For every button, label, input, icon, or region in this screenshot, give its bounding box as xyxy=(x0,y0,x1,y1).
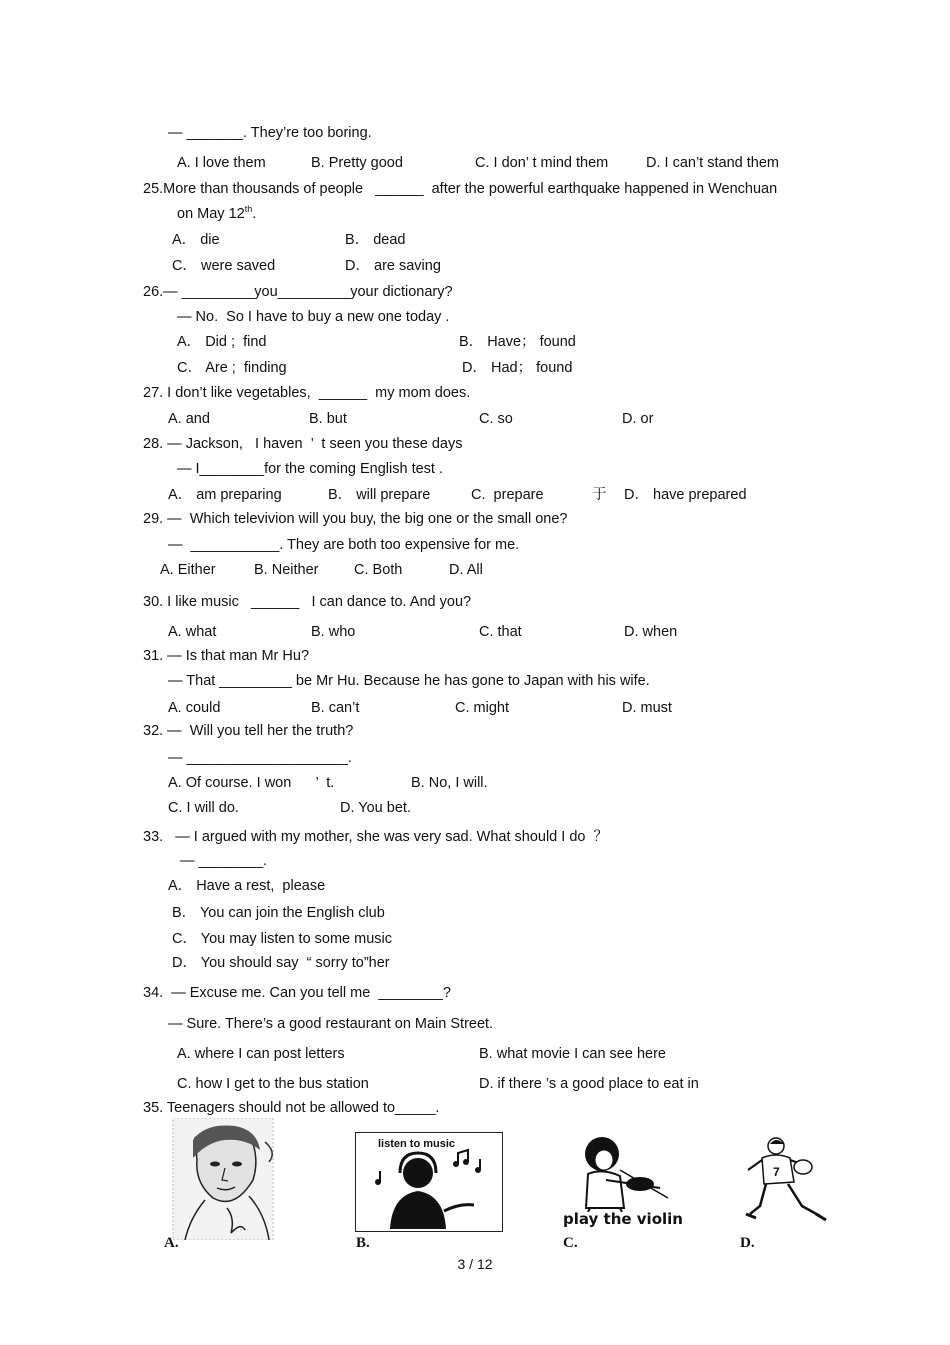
q29-option-c: C. Both xyxy=(354,562,403,578)
q33-option-a: A． Have a rest, please xyxy=(168,878,326,894)
q32-option-a: A. Of course. I won ’ t. xyxy=(168,775,335,791)
q25-option-c: C． were saved xyxy=(172,258,276,274)
q27-question: 27. I don’t like vegetables, ______ my mom does. xyxy=(143,385,471,401)
q28-option-c: C. prepare xyxy=(471,487,544,503)
q30-option-a: A. what xyxy=(168,624,217,640)
q28-option-a: A． am preparing xyxy=(168,487,282,503)
q35-question: 35. Teenagers should not be allowed to_____. xyxy=(143,1100,440,1116)
q31-option-a: A. could xyxy=(168,700,221,716)
q33-answer-line: — ________. xyxy=(180,853,268,869)
picture-d-label: D. xyxy=(740,1235,755,1251)
q34-option-c: C. how I get to the bus station xyxy=(177,1076,369,1092)
q24-reply: — _______. They’re too boring. xyxy=(168,125,372,141)
q26-option-b: B． Have； found xyxy=(459,334,576,350)
q31-question: 31. — Is that man Mr Hu? xyxy=(143,648,310,664)
q26-option-c: C． Are ; finding xyxy=(177,360,287,376)
q24-option-c: C. I don’ t mind them xyxy=(475,155,609,171)
q30-option-c: C. that xyxy=(479,624,522,640)
q33-option-c: C． You may listen to some music xyxy=(172,931,393,947)
q30-question: 30. I like music ______ I can dance to. And you? xyxy=(143,594,472,610)
page-number: 3 / 12 xyxy=(457,1256,493,1272)
q24-option-b: B. Pretty good xyxy=(311,155,403,171)
q32-option-d: D. You bet. xyxy=(340,800,411,816)
q26-option-d: D． Had； found xyxy=(462,360,573,376)
q25-question-date: on May 12th. xyxy=(177,204,257,222)
q25-option-d: D． are saving xyxy=(345,258,441,274)
q26-option-a: A． Did ; find xyxy=(177,334,267,350)
q31-option-c: C. might xyxy=(455,700,509,716)
q31-option-b: B. can’t xyxy=(311,700,360,716)
q34-question: 34. — Excuse me. Can you tell me ________? xyxy=(143,985,451,1001)
q34-answer-line: — Sure. There’s a good restaurant on Main Street. xyxy=(168,1016,494,1032)
stray-character: 于 xyxy=(592,487,607,503)
q27-option-c: C. so xyxy=(479,411,513,427)
q34-option-d: D. if there ’s a good place to eat in xyxy=(479,1076,699,1092)
q28-option-d: D． have prepared xyxy=(624,487,747,503)
q24-option-a: A. I love them xyxy=(177,155,266,171)
q28-option-b: B． will prepare xyxy=(328,487,431,503)
q25-question: 25.More than thousands of people ______ after the powerful earthquake happened in Wenchuan xyxy=(143,181,778,197)
q27-option-d: D. or xyxy=(622,411,654,427)
q26-answer-line: — No. So I have to buy a new one today . xyxy=(177,309,450,325)
q28-question: 28. — Jackson, I haven ’ t seen you these days xyxy=(143,436,463,452)
picture-c-caption: play the violin xyxy=(563,1210,683,1228)
q26-question: 26.— _________you_________your dictionary? xyxy=(143,284,453,300)
picture-b-label: B. xyxy=(356,1235,370,1251)
picture-c-play-violin xyxy=(562,1134,683,1234)
q27-option-b: B. but xyxy=(309,411,347,427)
q29-answer-line: — ___________. They are both too expensive for me. xyxy=(168,537,520,553)
q32-answer-line: — ____________________. xyxy=(168,750,352,766)
q29-option-b: B. Neither xyxy=(254,562,319,578)
q28-answer-line: — I________for the coming English test . xyxy=(177,461,443,477)
picture-b-caption: listen to music xyxy=(378,1138,456,1150)
q30-option-d: D. when xyxy=(624,624,678,640)
q34-option-b: B. what movie I can see here xyxy=(479,1046,666,1062)
q29-option-a: A. Either xyxy=(160,562,216,578)
q33-option-b: B． You can join the English club xyxy=(172,905,385,921)
q32-option-b: B. No, I will. xyxy=(411,775,488,791)
picture-c-label: C. xyxy=(563,1235,578,1251)
q31-option-d: D. must xyxy=(622,700,672,716)
svg-text:7: 7 xyxy=(773,1165,780,1179)
q33-question: 33. — I argued with my mother, she was very sad. What should I do ？ xyxy=(143,829,609,845)
q34-option-a: A. where I can post letters xyxy=(177,1046,345,1062)
q32-option-c: C. I will do. xyxy=(168,800,239,816)
picture-a-portrait xyxy=(165,1118,290,1240)
q31-answer-line: — That _________ be Mr Hu. Because he has gone to Japan with his wife. xyxy=(168,673,650,689)
q25-option-b: B． dead xyxy=(345,232,406,248)
q24-option-d: D. I can’t stand them xyxy=(646,155,779,171)
q32-question: 32. — Will you tell her the truth? xyxy=(143,723,354,739)
picture-a-label: A. xyxy=(164,1235,179,1251)
picture-b-listen-to-music xyxy=(355,1132,503,1232)
q27-option-a: A. and xyxy=(168,411,210,427)
q25-option-a: A． die xyxy=(172,232,220,248)
q30-option-b: B. who xyxy=(311,624,356,640)
q29-question: 29. — Which televivion will you buy, the big one or the small one? xyxy=(143,511,568,527)
q33-option-d: D． You should say “ sorry to”her xyxy=(172,955,390,971)
picture-d-playing-ball xyxy=(740,1136,832,1228)
q29-option-d: D. All xyxy=(449,562,483,578)
